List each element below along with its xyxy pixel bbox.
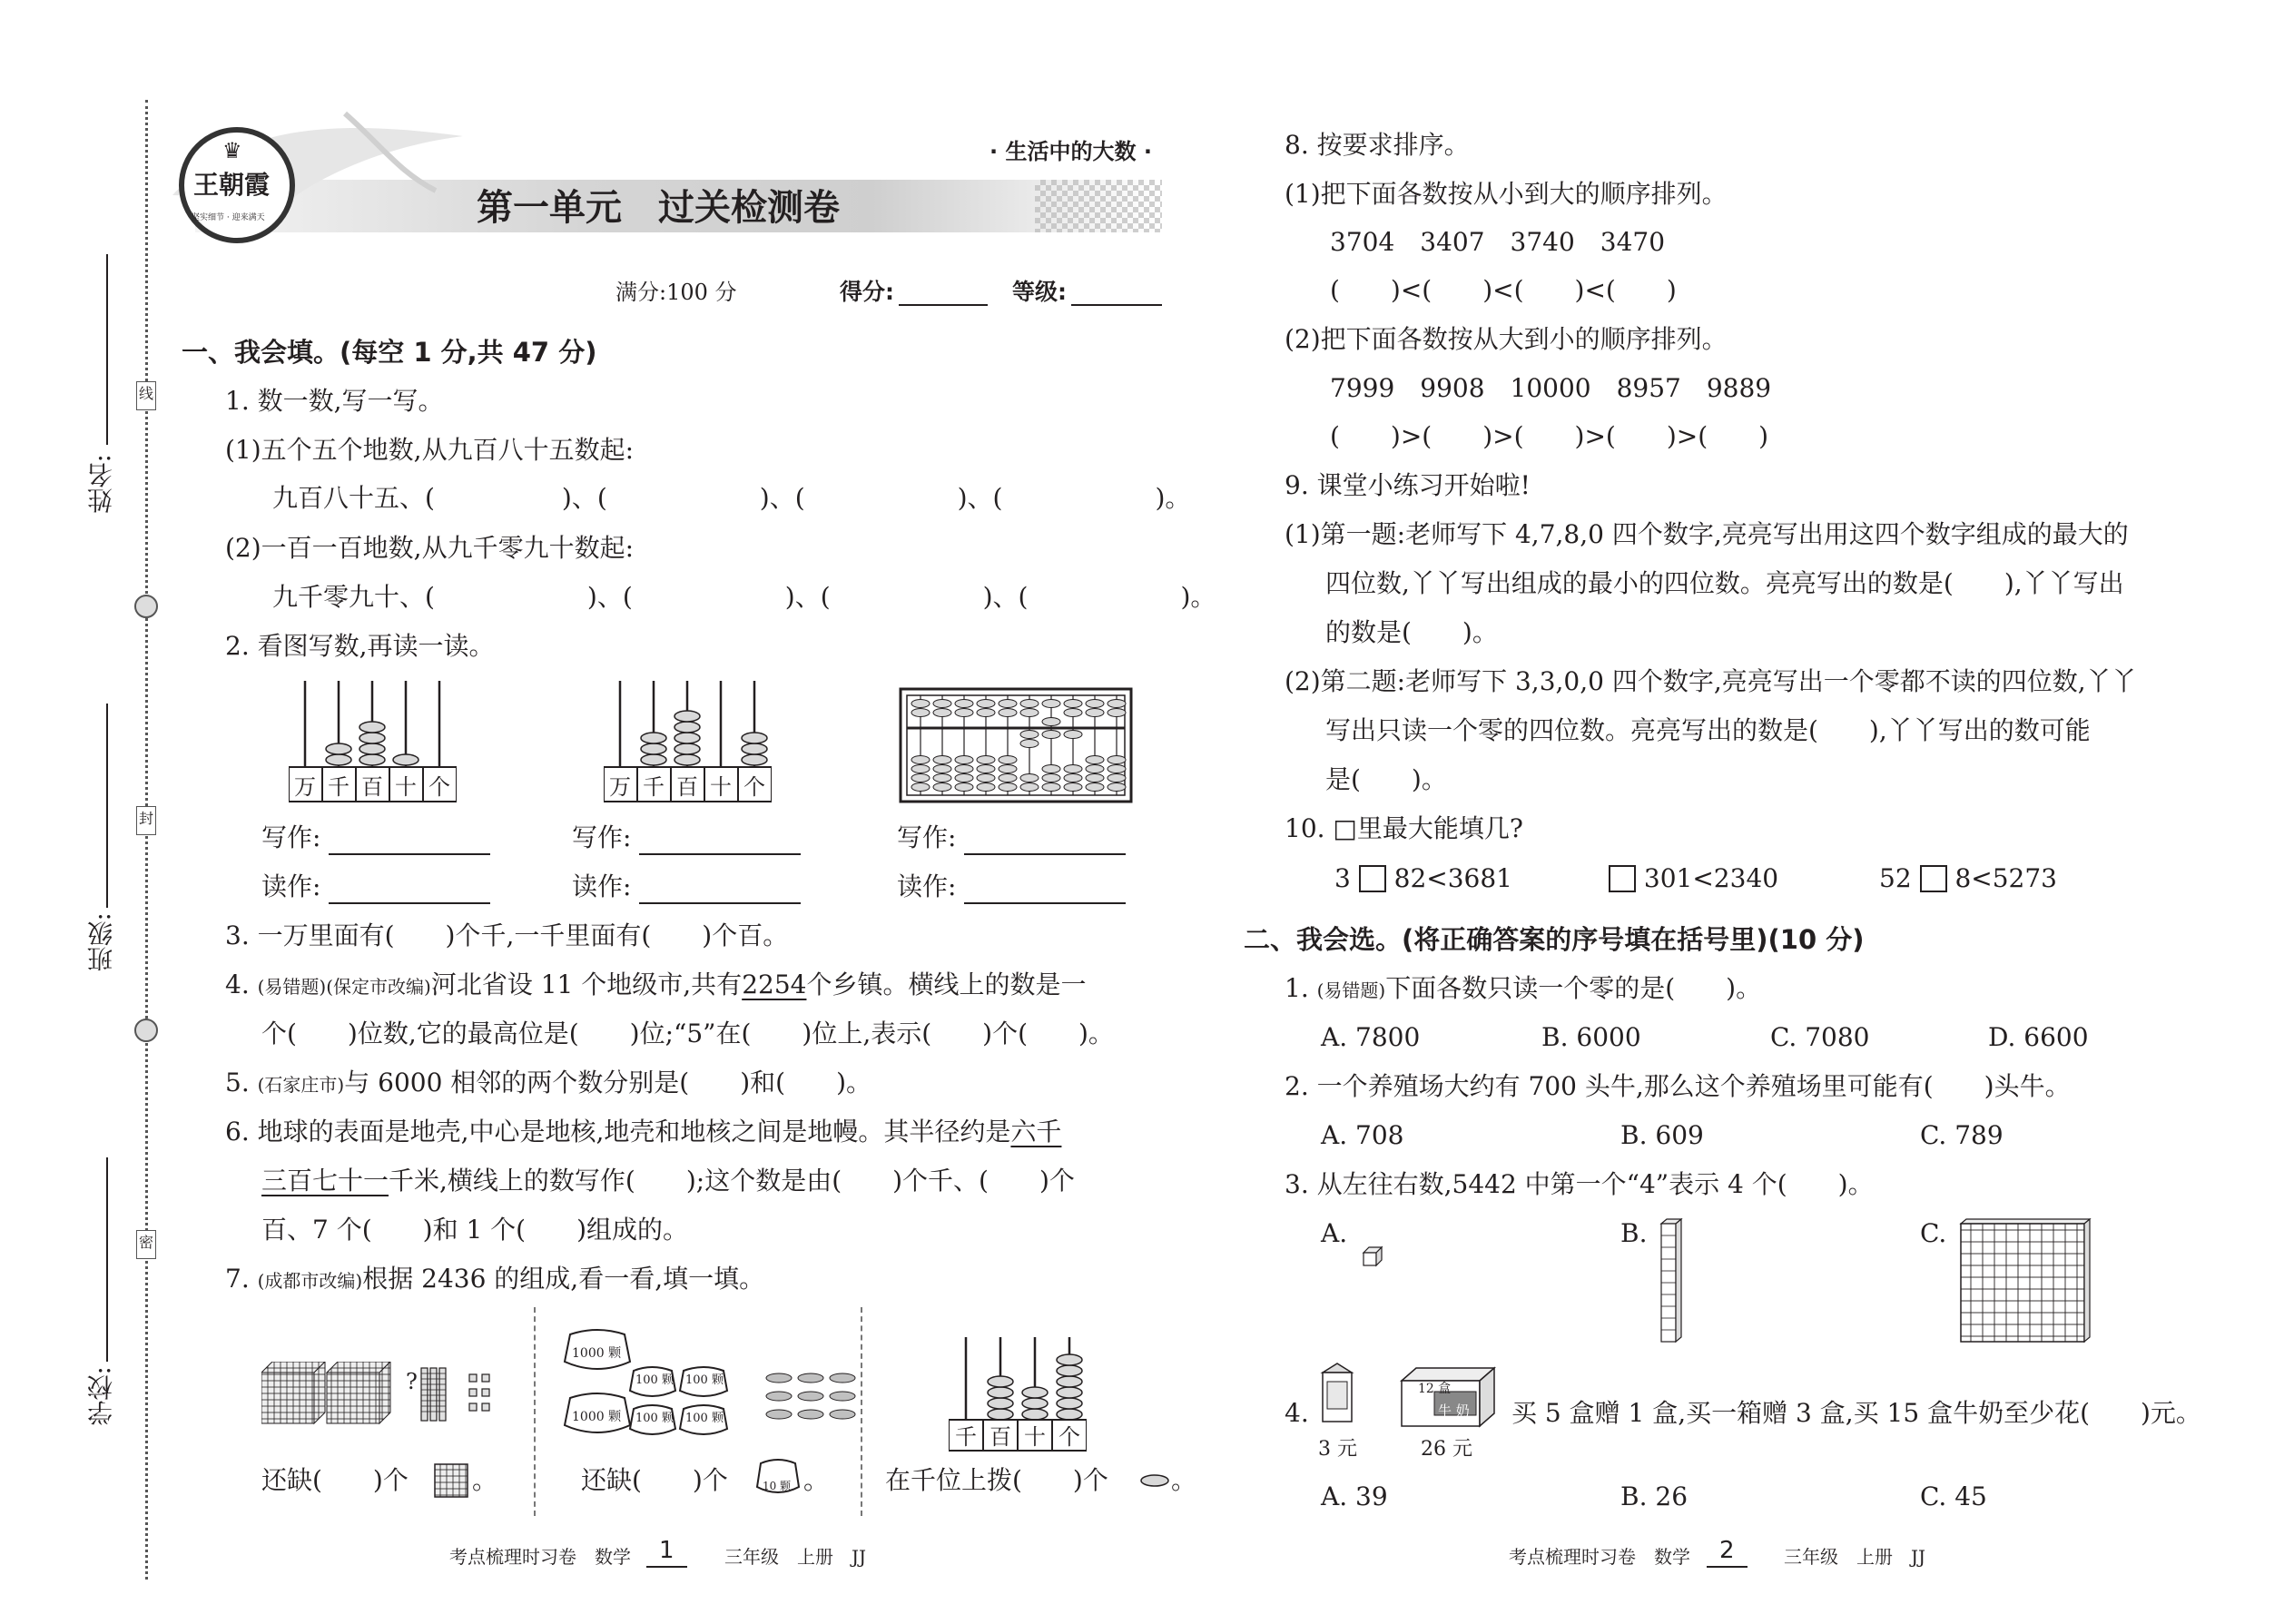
bag-label-5: 100 颗 [635,1412,674,1425]
abacus-2-place-bai: 百 [676,774,698,800]
hundred-flat-large-icon [1959,1218,2092,1343]
q10-a-lead: 3 [1334,863,1351,893]
q5-body: 与 6000 相邻的两个数分别是( )和( )。 [344,1068,871,1097]
footer-left-grade: 三年级 上册 JJ [724,1546,867,1568]
school-field[interactable] [106,1157,108,1362]
q10-b [1609,863,1778,894]
q1-2-text: (2)一百一百地数,从九千零九十数起: [225,533,634,563]
seal-mark-1: 线 [136,381,156,410]
abacus-1-write-field[interactable] [329,853,490,855]
q9-1-line2[interactable]: 四位数,丫丫写出组成的最小的四位数。亮亮写出的数是( ),丫丫写出 [1325,568,2124,598]
q7-answer-1-end: 。 [472,1465,498,1495]
ten-rod-icon [1659,1218,1683,1343]
s2-q4-option-a[interactable]: A. 39 [1321,1481,1388,1511]
grade-label: 等级: [1012,279,1067,305]
page-title: 第一单元 过关检测卷 [477,187,840,229]
s2-q1-option-b[interactable]: B. 6000 [1541,1022,1641,1052]
q5-text[interactable]: 5. (石家庄市)与 6000 相邻的两个数分别是( )和( )。 [225,1068,871,1097]
abacus-2-write-field[interactable] [639,853,801,855]
q6-underlined-1: 六千 [1010,1117,1062,1147]
s2-q3-option-b[interactable]: B. [1620,1218,1648,1248]
q4-tag-error: (易错题) [257,976,327,998]
q6-underlined-2: 三百七十一 [261,1166,389,1196]
seal-mark-2: 封 [136,806,156,835]
ten-rods [419,1366,465,1422]
s2-q3-option-a[interactable]: A. [1321,1218,1348,1248]
abacus-1-read-field[interactable] [329,902,490,904]
score-field[interactable] [899,304,988,306]
crown-icon: ♛ [222,138,242,163]
abacus-2-place-qian: 千 [643,774,665,800]
page-number-2: 2 [1707,1535,1748,1568]
milk-box-price: 3 元 [1318,1438,1357,1461]
full-score: 满分:100 分 [615,280,737,305]
q7-tag-source: (成都市改编) [257,1270,363,1292]
name-field[interactable] [106,254,108,445]
q4-line2[interactable]: 个( )位数,它的最高位是( )位;“5”在( )位上,表示( )个( )。 [261,1019,1114,1048]
thousand-cubes [261,1362,407,1425]
seal-mark-3: 密 [136,1230,156,1259]
abacus-2-place-wan: 万 [609,774,631,800]
q4-part-a: 河北省设 11 个地级市,共有 [430,969,743,999]
footer-right-page [1707,1534,1748,1568]
brand-name: 王朝霞 [193,170,271,200]
abacus-2-place-ge: 个 [743,774,765,800]
chapter-label: · 生活中的大数 · [989,139,1152,164]
page-number-1: 1 [646,1535,687,1568]
q8-2-answer[interactable]: ( )>( )>( )>( )>( ) [1330,421,1769,451]
q10-b-tail: 301<2340 [1643,863,1779,893]
q10-c-tail: 8<5273 [1954,863,2057,893]
s2-q4-text[interactable]: 买 5 盒赠 1 盒,买一箱赠 3 盒,买 15 盒牛奶至少花( )元。 [1511,1398,2201,1428]
milk-box-icon [1319,1362,1355,1425]
q7-answer-2[interactable]: 还缺( )个 [581,1465,728,1495]
q1-1-answers[interactable]: 九百八十五、( )、( )、( )、( )。 [272,483,1191,513]
q9-1-line3[interactable]: 的数是( )。 [1325,617,1498,647]
s2-q1-tag: (易错题) [1316,979,1386,1001]
s2-q4-option-c[interactable]: C. 45 [1920,1481,1987,1511]
unit-cube-icon [1362,1245,1385,1267]
title-banner-pattern [1035,180,1162,232]
footer-left-page [646,1534,687,1568]
brand-tagline: 坚实细节 · 迎来满天 [192,213,265,222]
q4-part-b: 个乡镇。横线上的数是一 [806,969,1087,999]
grade-field[interactable] [1071,304,1162,306]
suanpan-write-field[interactable] [964,853,1126,855]
school-label: 学校: [86,1366,116,1426]
s2-q2-text[interactable]: 2. 一个养殖场大约有 700 头牛,那么这个养殖场里可能有( )头牛。 [1285,1071,2071,1101]
score-label: 得分: [840,279,894,305]
binding-dotted-line [145,100,148,1580]
s2-q3-option-c[interactable]: C. [1920,1218,1947,1248]
bag-label-3: 100 颗 [685,1373,724,1387]
q9-1-line1: (1)第一题:老师写下 4,7,8,0 四个数字,亮亮写出用这四个数字组成的最大的 [1285,519,2129,549]
q7-answer-2-end: 。 [803,1465,830,1495]
q10-c-lead: 52 [1879,863,1912,893]
q10-b-box[interactable] [1609,865,1636,892]
q10-a-box[interactable] [1359,865,1386,892]
q6-line3[interactable]: 百、7 个( )和 1 个( )组成的。 [261,1215,689,1245]
abacus-2-write-label: 写作: [572,822,632,852]
s2-q1-option-a[interactable]: A. 7800 [1321,1022,1421,1052]
unit-cubes [468,1373,504,1418]
q9-2-line1: (2)第二题:老师写下 3,3,0,0 四个数字,亮亮写出一个零都不读的四位数,丫丫 [1285,666,2137,696]
q7-answer-3[interactable]: 在千位上拨( )个 [885,1465,1108,1495]
decor-dot-2 [134,1019,158,1042]
q7-body: 根据 2436 的组成,看一看,填一填。 [362,1264,765,1294]
q3-text[interactable]: 3. 一万里面有( )个千,一千里面有( )个百。 [225,920,789,950]
s2-q2-option-a[interactable]: A. 708 [1321,1120,1404,1150]
abacus-3-place-bai: 百 [989,1424,1011,1450]
s2-q1-body: 下面各数只读一个零的是( )。 [1385,973,1762,1003]
q6-part-b: 千米,横线上的数写作( );这个数是由( )个千、( )个 [389,1166,1075,1196]
q8-1-text: (1)把下面各数按从小到大的顺序排列。 [1285,179,1728,209]
abacus-3-place-ge: 个 [1058,1424,1080,1450]
q10-c-box[interactable] [1920,865,1947,892]
abacus-3-place-qian: 千 [955,1424,977,1450]
footer-right-book: 考点梳理时习卷 数学 [1509,1546,1690,1568]
suanpan-abacus [899,687,1133,803]
footer-left-book: 考点梳理时习卷 数学 [449,1546,631,1568]
q10-text: 10. □里最大能填几? [1285,813,1523,843]
abacus-1-write-label: 写作: [261,822,321,852]
q7-divider-1 [534,1307,536,1516]
q2-text: 2. 看图写数,再读一读。 [225,631,495,661]
section-2-heading: 二、我会选。(将正确答案的序号填在括号里)(10 分) [1244,924,1865,955]
milk-case-text: 牛 奶 [1438,1403,1470,1419]
class-field[interactable] [106,704,108,908]
q1-text: 1. 数一数,写一写。 [225,386,444,416]
s2-q2-option-b[interactable]: B. 609 [1620,1120,1704,1150]
abacus-3-place-shi: 十 [1024,1424,1046,1450]
q1-1-text: (1)五个五个地数,从九百八十五数起: [225,435,634,465]
q9-2-line2[interactable]: 写出只读一个零的四位数。亮亮写出的数是( ),丫丫写出的数可能 [1325,715,2091,745]
abacus-1-place-shi: 十 [395,774,417,800]
bag-label-2: 100 颗 [635,1373,674,1387]
q7-answer-1[interactable]: 还缺( )个 [261,1465,409,1495]
q10-a [1334,863,1512,894]
abacus-2-read-label: 读作: [572,871,632,901]
q7-divider-2 [861,1307,862,1516]
suanpan-write-label: 写作: [897,822,957,852]
s2-q2-option-c[interactable]: C. 789 [1920,1120,2004,1150]
q6-part-a: 6. 地球的表面是地壳,中心是地核,地壳和地核之间是地幔。其半径约是 [225,1117,1011,1147]
suanpan-read-field[interactable] [964,902,1126,904]
hundred-flat-icon [434,1463,468,1498]
q4-tag-source: (保定市改编) [326,976,431,998]
decor-dot-1 [134,595,158,618]
s2-q4-option-b[interactable]: B. 26 [1620,1481,1689,1511]
q10-c [1879,863,2057,894]
bag-label-4: 1000 颗 [572,1410,622,1424]
bag-label-7: 10 颗 [763,1480,792,1492]
suanpan-read-label: 读作: [897,871,957,901]
q7-text: 7. (成都市改编)根据 2436 的组成,看一看,填一填。 [225,1264,765,1294]
s2-q1-option-c[interactable]: C. 7080 [1770,1022,1870,1052]
q8-text: 8. 按要求排序。 [1285,130,1470,160]
footer-right-grade: 三年级 上册 JJ [1784,1546,1926,1568]
milk-case-price: 26 元 [1421,1438,1472,1461]
q10-a-tail: 82<3681 [1393,863,1512,893]
q4-underlined-number: 2254 [742,969,807,999]
bag-label-1: 1000 颗 [572,1346,622,1361]
s2-q1-text[interactable]: 1. (易错题)下面各数只读一个零的是( )。 [1285,973,1762,1003]
q9-text: 9. 课堂小练习开始啦! [1285,470,1531,500]
abacus-1-place-qian: 千 [328,774,350,800]
q7-answer-3-end: 。 [1171,1465,1197,1495]
q6-line2[interactable] [261,1166,1075,1196]
s2-q3-text[interactable]: 3. 从左往右数,5442 中第一个“4”表示 4 个( )。 [1285,1169,1874,1199]
q5-tag-source: (石家庄市) [257,1074,345,1096]
bag-label-6: 100 颗 [685,1412,724,1425]
class-label: 班级: [86,912,116,972]
q9-2-line3[interactable]: 是( )。 [1325,764,1447,794]
section-1-heading: 一、我会填。(每空 1 分,共 47 分) [182,337,597,368]
q8-1-numbers: 3704 3407 3740 3470 [1330,227,1666,257]
s2-q1-option-d[interactable]: D. 6600 [1988,1022,2089,1052]
q8-1-answer[interactable]: ( )<( )<( )<( ) [1330,275,1677,305]
brand-logo [179,127,295,243]
s2-q4-number: 4. [1285,1398,1309,1428]
abacus-2-place-shi: 十 [710,774,732,800]
q8-2-text: (2)把下面各数按从大到小的顺序排列。 [1285,324,1728,354]
milk-case-count: 12 盒 [1418,1382,1452,1396]
abacus-1-place-ge: 个 [428,774,450,800]
bead-icon [1139,1472,1170,1489]
abacus-2-read-field[interactable] [639,902,801,904]
q7-question-mark: ? [406,1369,418,1394]
q1-2-answers[interactable]: 九千零九十、( )、( )、( )、( )。 [272,582,1216,612]
q6-line1 [225,1117,1061,1147]
abacus-1-place-wan: 万 [294,774,316,800]
name-label: 姓名: [86,454,116,514]
q4-text: 4. (易错题)(保定市改编)河北省设 11 个地级市,共有2254个乡镇。横线上的数是一 [225,969,1087,999]
abacus-1-read-label: 读作: [261,871,321,901]
q8-2-numbers: 7999 9908 10000 8957 9889 [1330,373,1772,403]
abacus-1-place-bai: 百 [361,774,383,800]
